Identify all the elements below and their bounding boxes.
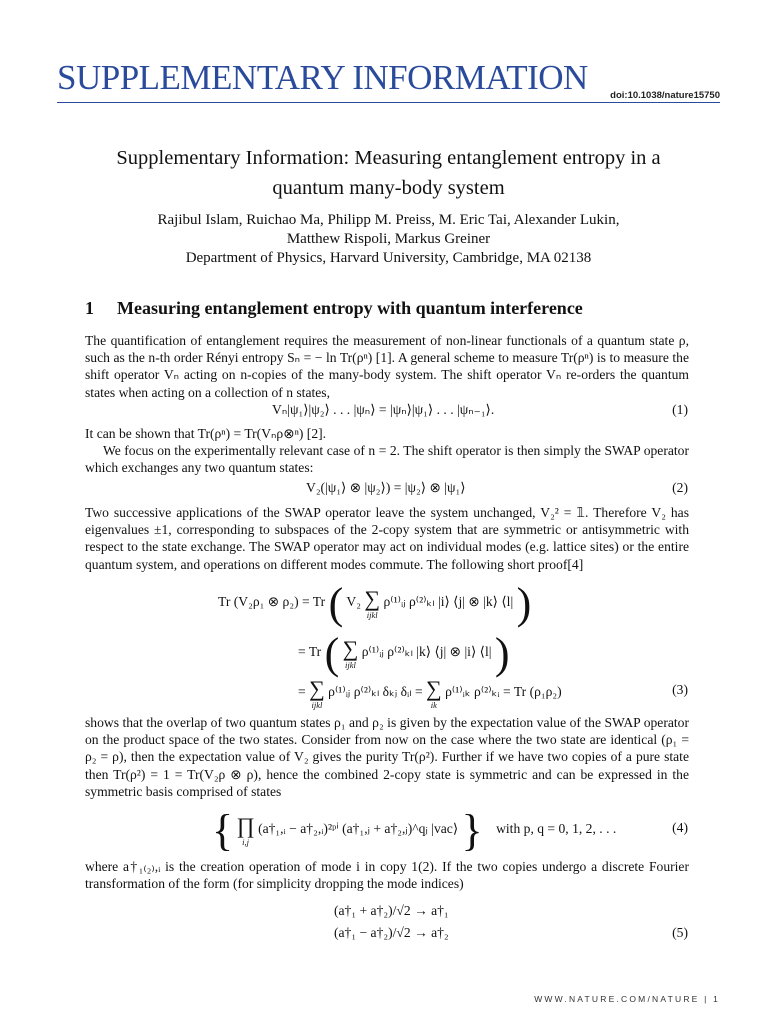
eq3-operator: V₂ — [346, 594, 361, 609]
sum-symbol: ∑ — [364, 586, 381, 611]
sum-limits: ijkl — [345, 660, 356, 670]
paragraph-5: shows that the overlap of two quantum states ρ₁ and ρ₂ is given by the expectation value of the SWAP operator on the product space of the two states. Consider from now on the case where the two state are identical (ρ₁ = ρ₂ = ρ), then the expectation value of V₂ gives the purity Tr(ρ²). Further if we have two copies of a pure state then Tr(ρ²) = 1 = Tr(V₂ρ ⊗ ρ), hence the combined 2-copy state is symmetric and can be expressed in the symmetric basis comprised of states — [85, 715, 689, 799]
equation-5-line-1: (a†₁ + a†₂)/√2 → a†₁ — [334, 903, 449, 918]
sum-symbol: ∑ — [309, 676, 325, 701]
header-rule — [57, 102, 720, 103]
sum-limits: ik — [430, 700, 437, 710]
authors-line-2: Matthew Rispoli, Markus Greiner — [286, 231, 491, 247]
equation-4 — [212, 805, 616, 856]
close-paren-icon: ) — [516, 579, 532, 628]
open-paren-icon: ( — [324, 629, 340, 678]
eq3-lhs-3: = — [298, 684, 306, 699]
paragraph-6: where a†₁₍₂₎,ᵢ is the creation operation of mode i in copy 1(2). If the two copies undergo a discrete Fourier transformation of the form (for simplicity dropping the mode indices) — [85, 859, 689, 892]
title-line-2: quantum many-body system — [272, 177, 505, 199]
equation-5-number: (5) — [672, 925, 688, 940]
section-title: Measuring entanglement entropy with quantum interference — [117, 298, 583, 318]
eq3-lhs-2: = Tr — [298, 644, 322, 659]
open-brace-icon: { — [212, 806, 234, 855]
open-paren-icon: ( — [328, 579, 344, 628]
paragraph-4: Two successive applications of the SWAP operator leave the system unchanged, V₂² = 𝟙. Therefore V₂ has eigenvalues ±1, corresponding to subspaces of the 2-copy system that are symmetric or antisymmetric with respect to the state exchange. The SWAP operator may act on individual modes (e.g. lattice sites) or the entire quantum system, and operations on different modes commute. The following short proof[4] — [85, 505, 689, 572]
sum-limits: ijkl — [366, 610, 378, 620]
authors-line-1: Rajibul Islam, Ruichao Ma, Philipp M. Preiss, M. Eric Tai, Alexander Lukin, — [157, 212, 620, 228]
paragraph-3: We focus on the experimentally relevant case of n = 2. The shift operator is then simply the SWAP operator which exchanges any two quantum states: — [85, 443, 689, 476]
equation-2: V₂(|ψ₁⟩ ⊗ |ψ₂⟩) = |ψ₂⟩ ⊗ |ψ₁⟩ — [306, 480, 466, 495]
author-block — [57, 211, 720, 268]
eq4-condition: with p, q = 0, 1, 2, . . . — [496, 821, 617, 836]
equation-1: Vₙ|ψ₁⟩|ψ₂⟩ . . . |ψₙ⟩ = |ψₙ⟩|ψ₁⟩ . . . |ψₙ₋₁⟩. — [272, 402, 495, 417]
doi-label: doi:10.1038/nature15750 — [610, 90, 720, 101]
product-ij — [237, 815, 255, 848]
sum-ijkl — [309, 678, 325, 711]
product-limits: i,j — [242, 837, 250, 847]
eq3-rhs: ρ⁽¹⁾ᵢₖ ρ⁽²⁾ₖᵢ = Tr (ρ₁ρ₂) — [445, 684, 562, 699]
paragraph-1: The quantification of entanglement requires the measurement of non-linear functionals of a quantum state ρ, such as the n-th order Rényi entropy Sₙ = − ln Tr(ρⁿ) [1]. A general scheme to measure Tr(ρⁿ) is to measure the shift operator Vₙ acting on n-copies of the many-body system. The shift operator Vₙ re-orders the quantum states when acting on a collection of n states, — [85, 333, 689, 400]
eq3-lhs: Tr (V₂ρ₁ ⊗ ρ₂) = Tr — [218, 594, 326, 609]
sum-limits: ijkl — [311, 700, 323, 710]
equation-3-number: (3) — [672, 682, 688, 697]
eq3-terms-1: ρ⁽¹⁾ᵢⱼ ρ⁽²⁾ₖₗ |i⟩ ⟨j| ⊗ |k⟩ ⟨l| — [383, 594, 514, 609]
eq3-terms-2: ρ⁽¹⁾ᵢⱼ ρ⁽²⁾ₖₗ |k⟩ ⟨j| ⊗ |i⟩ ⟨l| — [361, 644, 492, 659]
sum-ijkl — [343, 638, 359, 671]
equation-3-line-2 — [298, 628, 510, 679]
title-line-1: Supplementary Information: Measuring entanglement entropy in a — [116, 147, 661, 169]
eq4-terms: (a†₁,ᵢ − a†₂,ᵢ)²ᵖⁱ (a†₁,ⱼ + a†₂,ⱼ)^qⱼ |vac⟩ — [258, 821, 459, 836]
equation-5-line-2: (a†₁ − a†₂)/√2 → a†₂ — [334, 925, 449, 940]
sum-symbol: ∑ — [342, 636, 359, 661]
close-paren-icon: ) — [494, 629, 510, 678]
equation-2-number: (2) — [672, 480, 688, 495]
supplementary-banner: SUPPLEMENTARY INFORMATION — [57, 58, 588, 97]
sum-ijkl — [364, 588, 380, 621]
section-heading — [85, 298, 583, 319]
paragraph-2: It can be shown that Tr(ρⁿ) = Tr(Vₙρ⊗ⁿ) [2]. — [85, 426, 327, 441]
product-symbol: ∏ — [236, 813, 255, 838]
equation-1-number: (1) — [672, 402, 688, 417]
paper-title — [57, 143, 720, 203]
equation-3-line-1 — [218, 578, 531, 629]
close-brace-icon: } — [461, 806, 483, 855]
page-footer: WWW.NATURE.COM/NATURE | 1 — [534, 994, 720, 1004]
equation-4-number: (4) — [672, 820, 688, 835]
sum-symbol: ∑ — [426, 676, 442, 701]
affiliation: Department of Physics, Harvard University, Cambridge, MA 02138 — [185, 250, 592, 266]
eq3-mid: ρ⁽¹⁾ᵢⱼ ρ⁽²⁾ₖₗ δₖⱼ δᵢₗ = — [328, 684, 423, 699]
section-number: 1 — [85, 298, 94, 318]
equation-3-line-3 — [298, 678, 562, 711]
sum-ik — [426, 678, 442, 711]
